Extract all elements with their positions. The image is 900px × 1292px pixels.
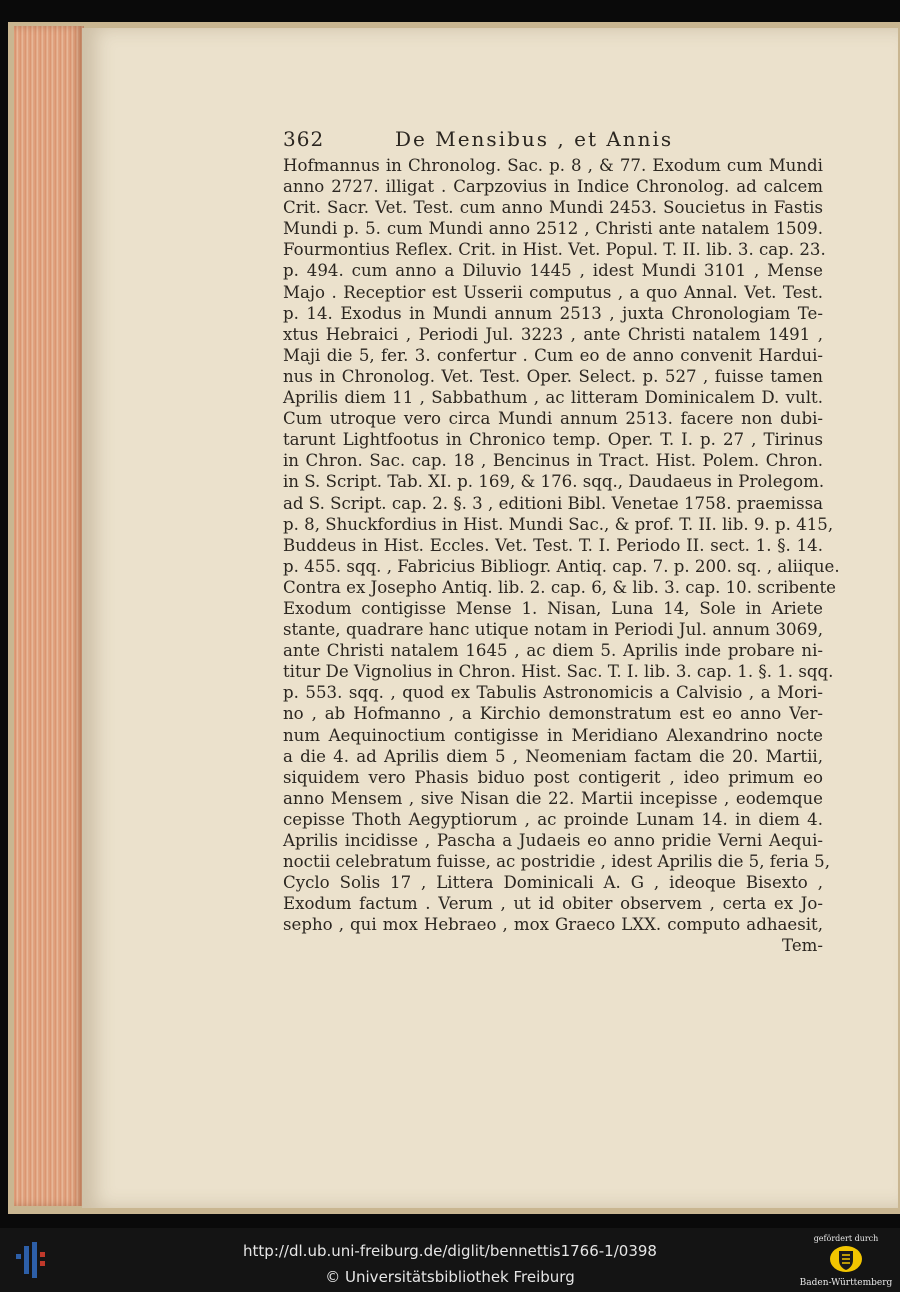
text-line: Crit. Sacr. Vet. Test. cum anno Mundi 2453. Soucietus in Fastis [283,198,823,218]
permalink-url[interactable]: http://dl.ub.uni-freiburg.de/diglit/bennettis1766-1/0398 [243,1242,657,1260]
text-block [283,155,840,957]
text-line: Buddeus in Hist. Eccles. Vet. Test. T. I. Periodo II. sect. 1. §. 14. [283,535,823,555]
text-line: Exodum factum . Verum , ut id obiter observem , certa ex Jo- [283,894,823,914]
text-line: Hofmannus in Chronolog. Sac. p. 8 , & 77. Exodum cum Mundi [283,156,823,175]
text-line: Aprilis incidisse , Pascha a Judaeis eo anno pridie Verni Aequi- [283,831,823,850]
text-line: xtus Hebraici , Periodi Jul. 3223 , ante Christi natalem 1491 , [283,324,823,344]
sponsor-caption: gefördert durch [813,1234,879,1243]
text-line: p. 455. sqq. , Fabricius Bibliogr. Antiq. cap. 7. p. 200. sq. , aliique. [283,556,840,576]
book-page-edges [14,26,84,1206]
viewer-footer [0,1228,900,1292]
text-line: p. 494. cum anno a Diluvio 1445 , idest Mundi 3101 , Mense [283,261,823,281]
text-line: ante Christi natalem 1645 , ac diem 5. Aprilis inde probare ni- [283,641,823,661]
catchword: Tem- [782,936,823,956]
sponsor-badge[interactable] [796,1232,896,1290]
text-line: stante, quadrare hanc utique notam in Periodi Jul. annum 3069, [283,620,823,640]
text-line: anno 2727. illigat . Carpzovius in Indice Chronolog. ad calcem [283,177,823,197]
text-line: Contra ex Josepho Antiq. lib. 2. cap. 6, & lib. 3. cap. 10. scribente [283,577,836,597]
text-line: nus in Chronolog. Vet. Test. Oper. Select. p. 527 , fuisse tamen [283,366,823,386]
text-line: Cyclo Solis 17 , Littera Dominicali A. G , ideoque Bisexto , [283,873,823,893]
text-line: titur De Vignolius in Chron. Hist. Sac. T. I. lib. 3. cap. 1. §. 1. sqq. [283,662,834,682]
text-line: Aprilis diem 11 , Sabbathum , ac litteram Dominicalem D. vult. [283,388,823,408]
text-line: ad S. Script. cap. 2. §. 3 , editioni Bibl. Venetae 1758. praemissa [283,493,823,513]
text-line: Cum utroque vero circa Mundi annum 2513. facere non dubi- [283,409,823,429]
text-line: noctii celebratum fuisse, ac postridie , idest Aprilis die 5, feria 5, [283,852,830,872]
page-header [283,127,823,155]
text-line: Mundi p. 5. cum Mundi anno 2512 , Christi ante natalem 1509. [283,219,823,239]
text-line: a die 4. ad Aprilis diem 5 , Neomeniam factam die 20. Martii, [283,746,823,766]
copyright-notice: © Universitätsbibliothek Freiburg [325,1268,575,1286]
text-line: sepho , qui mox Hebraeo , mox Graeco LXX. computo adhaesit, [283,915,823,935]
text-line: siquidem vero Phasis biduo post contigerit , ideo primum eo [283,767,823,787]
text-line: cepisse Thoth Aegyptiorum , ac proinde Lunam 14. in diem 4. [283,809,823,829]
page-number: 362 [283,127,325,151]
text-line: in S. Script. Tab. XI. p. 169, & 176. sqq., Daudaeus in Prolegom. [283,472,825,492]
text-line: p. 8, Shuckfordius in Hist. Mundi Sac., & prof. T. II. lib. 9. p. 415, [283,514,834,534]
state-crest-icon [829,1245,863,1273]
text-line: tarunt Lightfootus in Chronico temp. Oper. T. I. p. 27 , Tirinus [283,430,823,450]
text-line: Majo . Receptior est Usserii computus , a quo Annal. Vet. Test. [283,282,823,302]
text-line: num Aequinoctium contigisse in Meridiano Alexandrino nocte [283,725,823,745]
running-head: De Mensibus , et Annis [395,127,674,151]
sponsor-name: Baden-Württemberg [799,1278,893,1288]
text-line: p. 14. Exodus in Mundi annum 2513 , juxta Chronologiam Te- [283,303,823,323]
text-line: no , ab Hofmanno , a Kirchio demonstratum est eo anno Ver- [283,704,823,724]
text-line: Maji die 5, fer. 3. confertur . Cum eo de anno convenit Hardui- [283,345,823,365]
text-line: anno Mensem , sive Nisan die 22. Martii incepisse , eodemque [283,788,823,808]
text-line: p. 553. sqq. , quod ex Tabulis Astronomicis a Calvisio , a Mori- [283,683,823,703]
text-line: Exodum contigisse Mense 1. Nisan, Luna 14, Sole in Ariete [283,598,823,618]
page-text [283,127,840,957]
text-line: Fourmontius Reflex. Crit. in Hist. Vet. Popul. T. II. lib. 3. cap. 23. [283,240,826,260]
text-line: in Chron. Sac. cap. 18 , Bencinus in Tract. Hist. Polem. Chron. [283,451,823,471]
